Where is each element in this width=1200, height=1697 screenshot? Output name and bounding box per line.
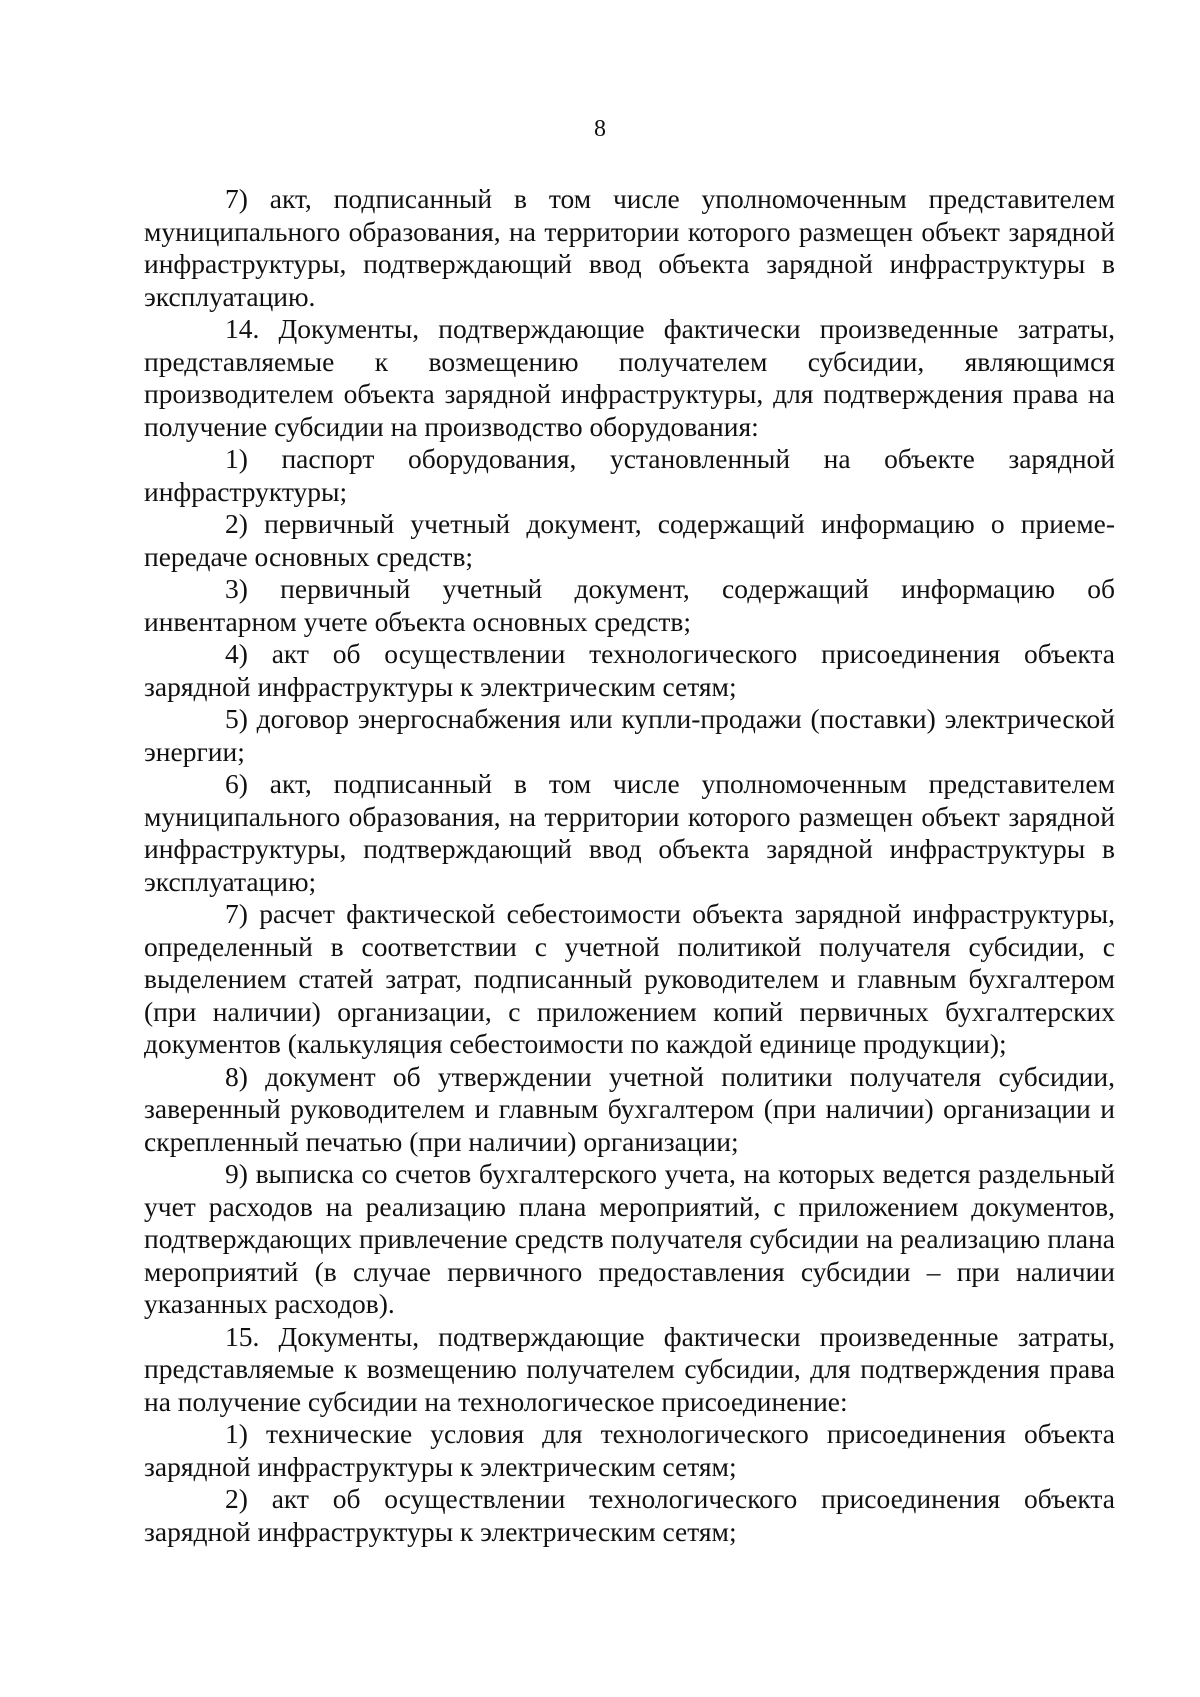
- paragraph: 7) расчет фактической себестоимости объекта зарядной инфраструктуры, определенный в соответствии с учетной политикой получателя субсидии, с выделением статей затрат, подписанный руководителем и главным бухгалтером (при наличии) организации, с приложением копий первичных бухгалтерских документов (калькуляция себестоимости по каждой единице продукции);: [144, 898, 1115, 1059]
- paragraph: 3) первичный учетный документ, содержащий информацию об инвентарном учете объекта основных средств;: [144, 573, 1115, 637]
- paragraph: 15. Документы, подтверждающие фактически произведенные затраты, представляемые к возмещению получателем субсидии, для подтверждения права на получение субсидии на технологическое присоединение:: [144, 1320, 1115, 1417]
- paragraph: 6) акт, подписанный в том числе уполномоченным представителем муниципального образования, на территории которого размещен объект зарядной инфраструктуры, подтверждающий ввод объекта зарядной инфраструктуры в эксплуатацию;: [144, 768, 1115, 897]
- paragraph: 1) паспорт оборудования, установленный на объекте зарядной инфраструктуры;: [144, 443, 1115, 507]
- paragraph: 2) первичный учетный документ, содержащий информацию о приеме-передаче основных средств;: [144, 508, 1115, 572]
- paragraph: 5) договор энергоснабжения или купли-продажи (поставки) электрической энергии;: [144, 703, 1115, 767]
- paragraph: 14. Документы, подтверждающие фактически произведенные затраты, представляемые к возмещению получателем субсидии, являющимся производителем объекта зарядной инфраструктуры, для подтверждения права на получение субсидии на производство оборудования:: [144, 313, 1115, 442]
- page-number: 8: [594, 116, 606, 142]
- paragraph: 9) выписка со счетов бухгалтерского учета, на которых ведется раздельный учет расходов на реализацию плана мероприятий, с приложением документов, подтверждающих привлечение средств получателя субсидии на реализацию плана мероприятий (в случае первичного предоставления субсидии – при наличии указанных расходов).: [144, 1158, 1115, 1319]
- document-body: [144, 183, 1115, 1548]
- paragraph: 7) акт, подписанный в том числе уполномоченным представителем муниципального образования, на территории которого размещен объект зарядной инфраструктуры, подтверждающий ввод объекта зарядной инфраструктуры в эксплуатацию.: [144, 183, 1115, 312]
- paragraph: 8) документ об утверждении учетной политики получателя субсидии, заверенный руководителем и главным бухгалтером (при наличии) организации и скрепленный печатью (при наличии) организации;: [144, 1060, 1115, 1157]
- paragraph: 4) акт об осуществлении технологического присоединения объекта зарядной инфраструктуры к электрическим сетям;: [144, 638, 1115, 702]
- paragraph: 2) акт об осуществлении технологического присоединения объекта зарядной инфраструктуры к электрическим сетям;: [144, 1483, 1115, 1547]
- paragraph: 1) технические условия для технологического присоединения объекта зарядной инфраструктуры к электрическим сетям;: [144, 1418, 1115, 1482]
